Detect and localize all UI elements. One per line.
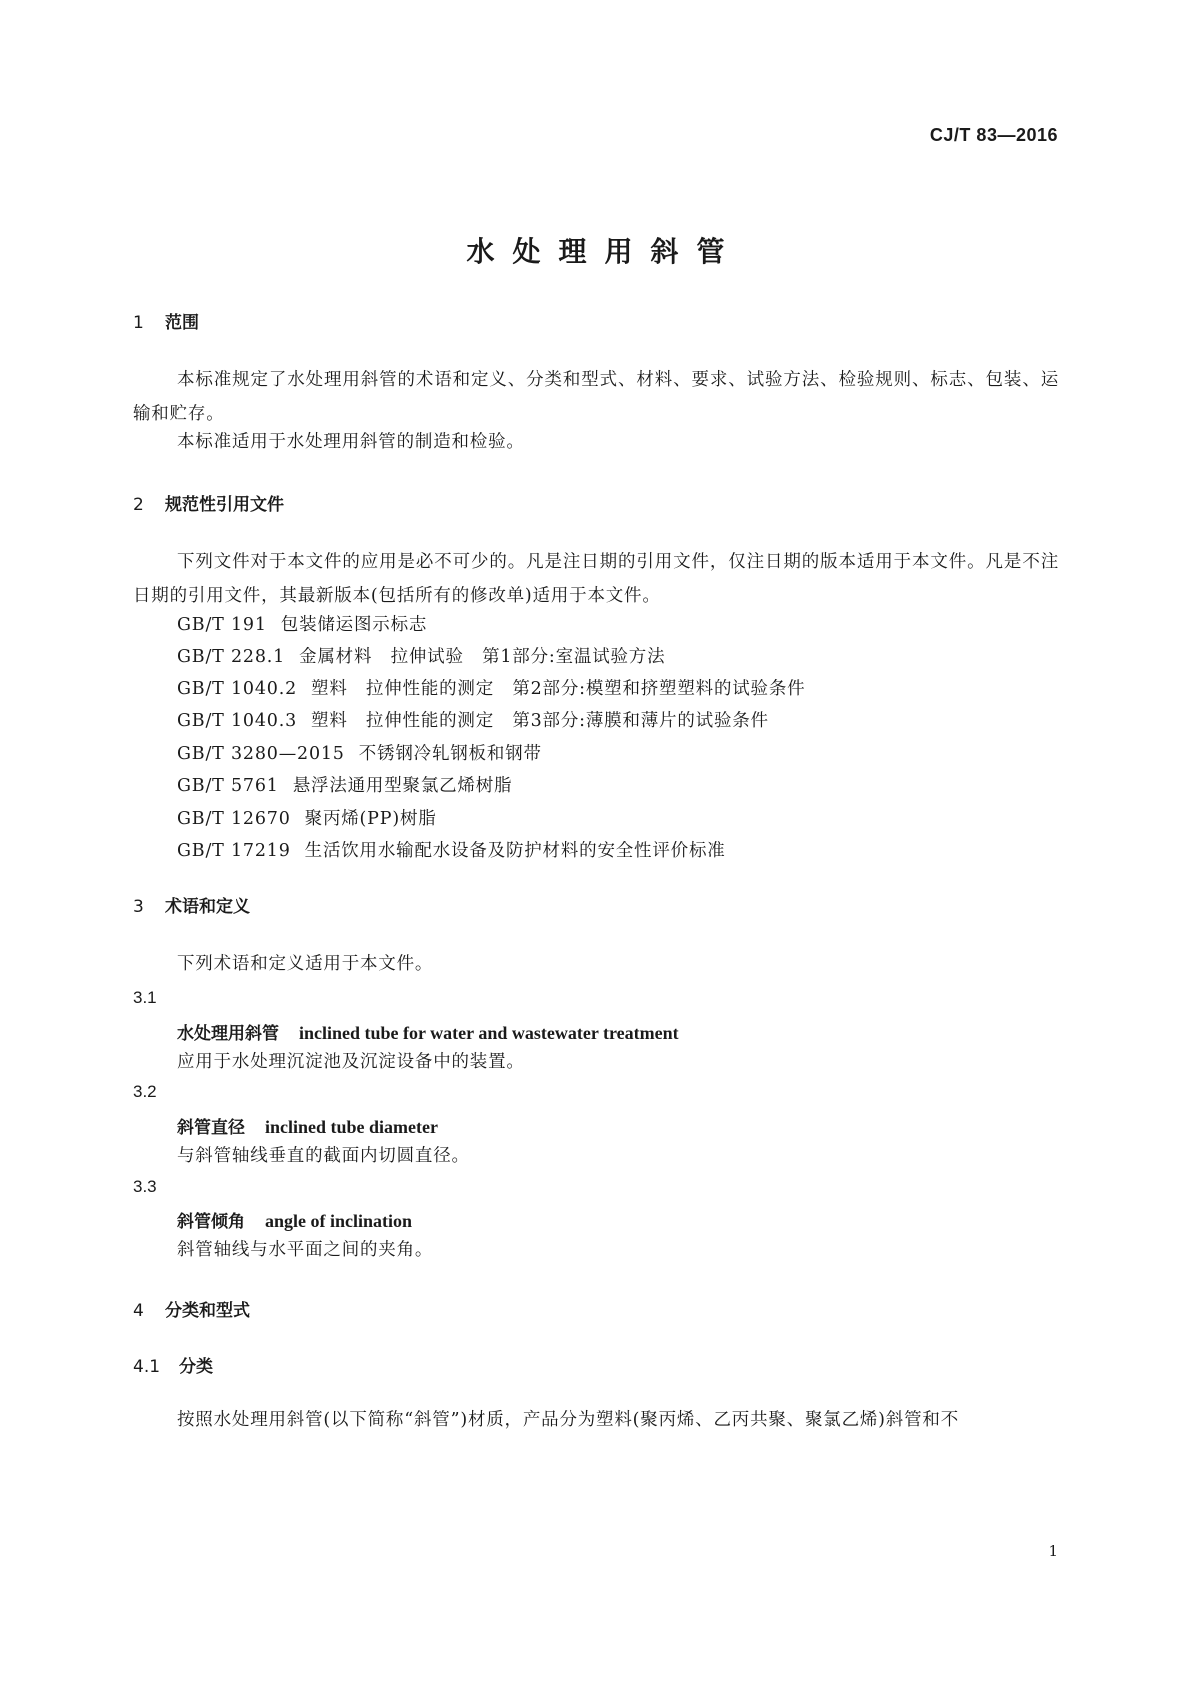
term-chinese: 斜管倾角	[177, 1212, 245, 1232]
term-heading	[177, 1019, 679, 1044]
reference-code: GB/T 5761	[177, 776, 279, 796]
section-3-intro: 下列术语和定义适用于本文件。	[177, 954, 434, 974]
term-number: 3.2	[133, 1082, 157, 1101]
term-heading	[177, 1113, 438, 1138]
reference-item	[177, 802, 437, 836]
section-title: 分类和型式	[165, 1301, 250, 1321]
term-number: 3.1	[133, 988, 157, 1007]
reference-code: GB/T 1040.2	[177, 679, 298, 699]
section-number: 3	[133, 897, 144, 917]
subsection-number: 4.1	[133, 1357, 161, 1377]
section-2-heading	[133, 490, 284, 515]
reference-item	[177, 608, 427, 642]
section-4-heading	[133, 1296, 250, 1321]
reference-code: GB/T 191	[177, 615, 267, 635]
page-number: 1	[1048, 1542, 1058, 1560]
reference-code: GB/T 228.1	[177, 647, 286, 667]
term-english: inclined tube diameter	[265, 1117, 438, 1137]
term-definition: 应用于水处理沉淀池及沉淀设备中的装置。	[177, 1052, 525, 1072]
section-4-1-paragraph-1: 按照水处理用斜管(以下简称“斜管”)材质，产品分为塑料(聚丙烯、乙丙共聚、聚氯乙烯)斜管和不	[177, 1410, 959, 1430]
document-title: 水处理用斜管	[466, 235, 743, 268]
reference-item	[177, 737, 542, 771]
term-chinese: 斜管直径	[177, 1118, 245, 1138]
section-4-1-heading	[133, 1352, 213, 1377]
reference-code: GB/T 12670	[177, 809, 291, 829]
reference-item	[177, 769, 512, 803]
section-title: 规范性引用文件	[165, 495, 284, 515]
section-2-paragraph-1: 下列文件对于本文件的应用是必不可少的。凡是注日期的引用文件，仅注日期的版本适用于本文件。凡是不注日期的引用文件，其最新版本(包括所有的修改单)适用于本文件。	[133, 552, 1059, 606]
section-1-paragraph-2: 本标准适用于水处理用斜管的制造和检验。	[177, 432, 525, 452]
term-chinese: 水处理用斜管	[177, 1024, 279, 1044]
reference-item	[177, 704, 769, 738]
section-title: 术语和定义	[165, 897, 250, 917]
reference-title: 生活饮用水输配水设备及防护材料的安全性评价标准	[304, 841, 726, 861]
reference-title: 包装储运图示标志	[280, 615, 428, 635]
section-number: 4	[133, 1301, 144, 1321]
reference-code: GB/T 1040.3	[177, 711, 298, 731]
reference-title: 金属材料 拉伸试验 第1部分:室温试验方法	[299, 647, 666, 667]
reference-title: 塑料 拉伸性能的测定 第2部分:模塑和挤塑塑料的试验条件	[311, 679, 806, 699]
term-definition: 斜管轴线与水平面之间的夹角。	[177, 1240, 434, 1260]
reference-item	[177, 834, 726, 868]
term-definition: 与斜管轴线垂直的截面内切圆直径。	[177, 1146, 470, 1166]
section-1-paragraph-1: 本标准规定了水处理用斜管的术语和定义、分类和型式、材料、要求、试验方法、检验规则、标志、包装、运输和贮存。	[133, 370, 1059, 424]
section-number: 1	[133, 313, 144, 333]
term-english: inclined tube for water and wastewater treatment	[299, 1023, 679, 1043]
standard-code: CJ/T 83—2016	[929, 125, 1058, 145]
subsection-title: 分类	[179, 1357, 213, 1377]
section-1-heading	[133, 308, 199, 333]
reference-title: 聚丙烯(PP)树脂	[304, 809, 437, 829]
section-number: 2	[133, 495, 144, 515]
reference-item	[177, 672, 805, 706]
term-english: angle of inclination	[265, 1211, 413, 1231]
reference-title: 不锈钢冷轧钢板和钢带	[358, 744, 542, 764]
reference-code: GB/T 3280—2015	[177, 744, 345, 764]
section-title: 范围	[165, 313, 199, 333]
term-number: 3.3	[133, 1177, 157, 1196]
section-3-heading	[133, 892, 250, 917]
reference-title: 悬浮法通用型聚氯乙烯树脂	[292, 776, 513, 796]
reference-code: GB/T 17219	[177, 841, 291, 861]
reference-item	[177, 640, 665, 674]
reference-title: 塑料 拉伸性能的测定 第3部分:薄膜和薄片的试验条件	[311, 711, 769, 731]
term-heading	[177, 1207, 412, 1232]
